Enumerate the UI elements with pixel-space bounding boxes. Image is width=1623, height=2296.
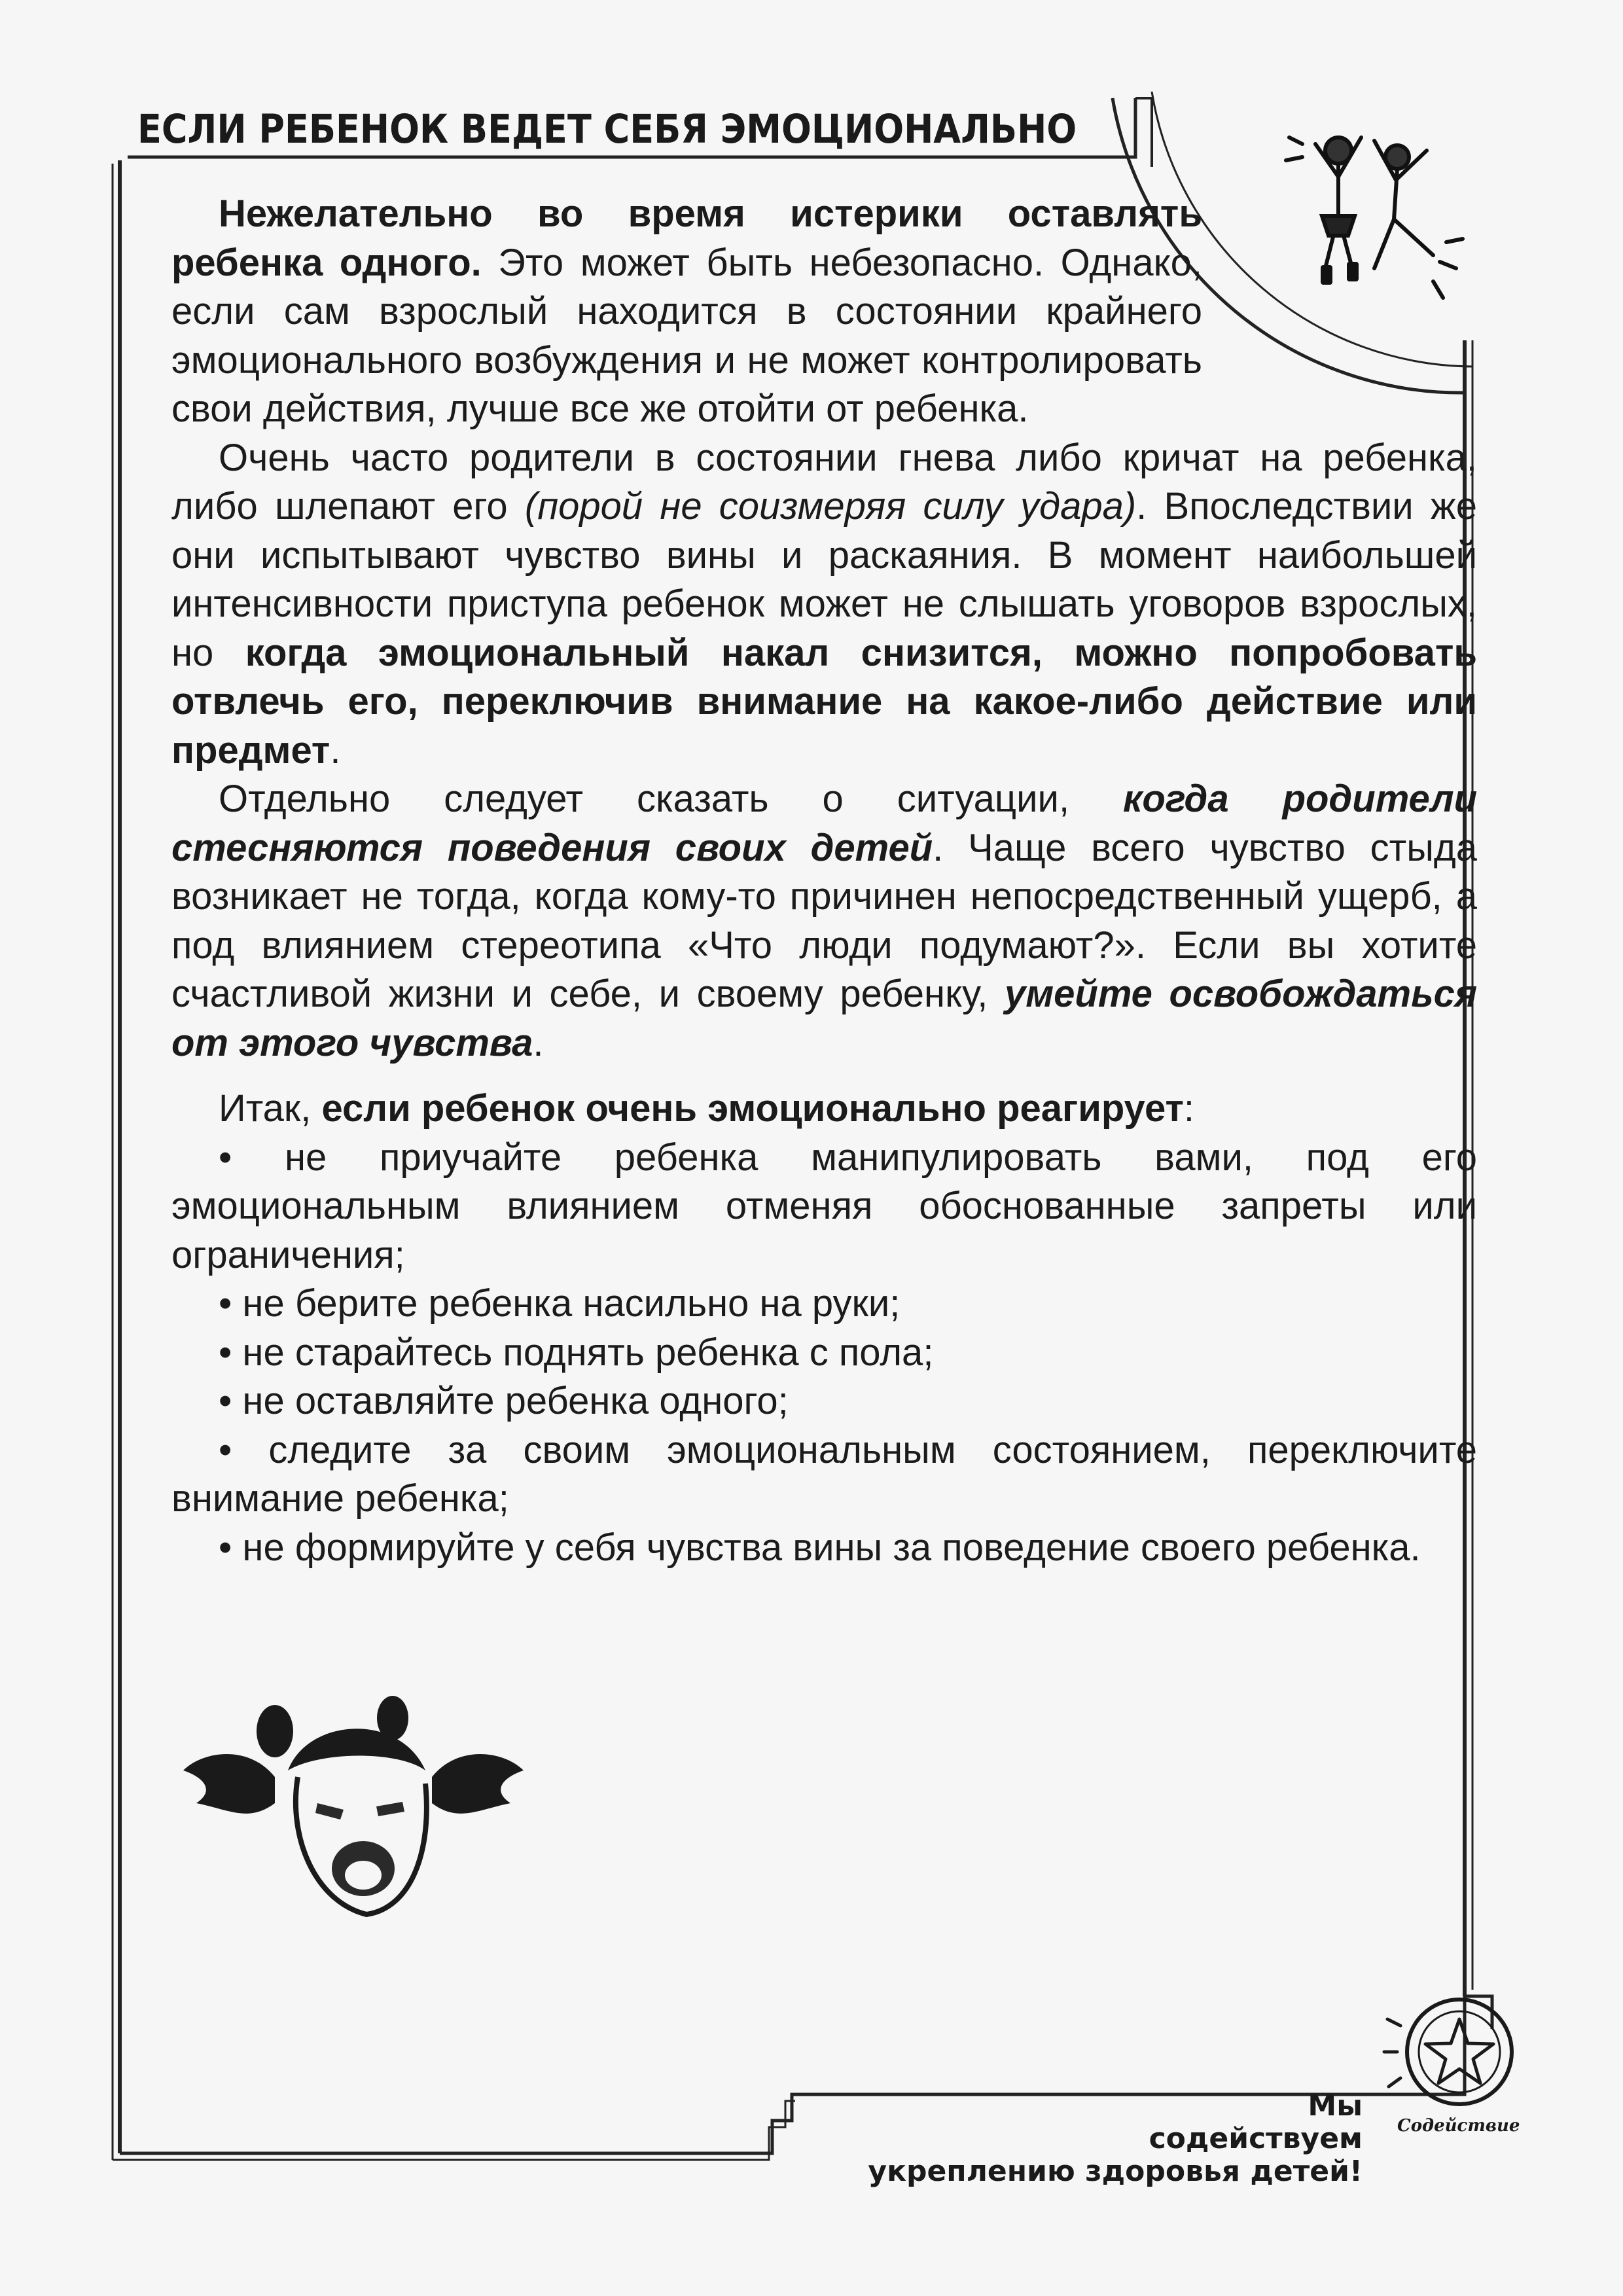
p1-bold: Нежелательно во время истерики оставлять ребенка одного. xyxy=(171,192,1202,284)
list-item: • не оставляйте ребенка одного; xyxy=(219,1380,789,1422)
slogan-line-3: укреплению здоровья детей! xyxy=(868,2155,1363,2188)
p4-bold: если ребенок очень эмоционально реагирует xyxy=(321,1087,1184,1130)
list-item: • не берите ребенка насильно на руки; xyxy=(219,1282,901,1325)
p3-bold-italic-1: когда родители стесняются поведения своих детей xyxy=(171,778,1477,869)
paragraph-1 xyxy=(171,190,1202,434)
logo-label: Содействие xyxy=(1397,2116,1520,2136)
p3-text3: . xyxy=(533,1021,544,1064)
advice-list xyxy=(171,1134,1477,1573)
list-item: • не приучайте ребенка манипулировать вами, под его эмоциональным влиянием отменяя обоснованные запреты или ограничения; xyxy=(171,1136,1477,1276)
list-item: • не формируйте у себя чувства вины за поведение своего ребенка. xyxy=(219,1526,1421,1569)
p2-bold: когда эмоциональный накал снизится, можно попробовать отвлечь его, переключив внимание на какое-либо действие или предмет xyxy=(171,631,1477,772)
paragraph-3 xyxy=(171,775,1477,1067)
page-title: ЕСЛИ РЕБЕНОК ВЕДЕТ СЕБЯ ЭМОЦИОНАЛЬНО xyxy=(137,106,1077,152)
list-item: • не старайтесь поднять ребенка с пола; xyxy=(219,1331,934,1374)
p1-text: Это может быть небезопасно. Однако, если сам взрослый находится в состоянии крайнего эмоционального возбуждения и не может контролировать свои действия, лучше все же отойти от ребенка. xyxy=(171,241,1202,430)
slogan-line-2: содействуем xyxy=(1149,2122,1363,2155)
p4-text2: : xyxy=(1183,1087,1195,1130)
paragraph-4 xyxy=(171,1085,1477,1134)
list-item: • следите за своим эмоциональным состоянием, переключите внимание ребенка; xyxy=(171,1428,1477,1520)
p2-text1: Очень часто родители в состоянии гнева либо кричат на ребенка, либо шлепают его xyxy=(171,436,1477,528)
p3-text2: . Чаще всего чувство стыда возникает не тогда, когда кому-то причинен непосредственный ущерб, а под влиянием стереотипа «Что люди подумают?». Если вы хотите счастливой жизни и себе, и своему ребенку, xyxy=(171,826,1477,1015)
p3-bold-italic-2: умейте освобождаться от этого чувства xyxy=(171,973,1477,1064)
p2-text2: . Впоследствии же они испытывают чувство вины и раскаяния. В момент наибольшей интенсивности приступа ребенок может не слышать уговоров взрослых, но xyxy=(171,485,1477,674)
p4-text1: Итак, xyxy=(219,1087,322,1130)
footer-slogan xyxy=(774,2090,1363,2188)
p2-italic: (порой не соизмеряя силу удара) xyxy=(524,485,1137,528)
crying-girl-illustration xyxy=(177,1692,530,1934)
paragraph-2 xyxy=(171,434,1477,776)
star-circle-logo xyxy=(1381,1990,1531,2114)
article-body xyxy=(171,190,1477,1572)
p3-text1: Отдельно следует сказать о ситуации, xyxy=(219,778,1123,820)
slogan-line-1: Мы xyxy=(1308,2089,1363,2123)
p2-text3: . xyxy=(330,728,341,772)
